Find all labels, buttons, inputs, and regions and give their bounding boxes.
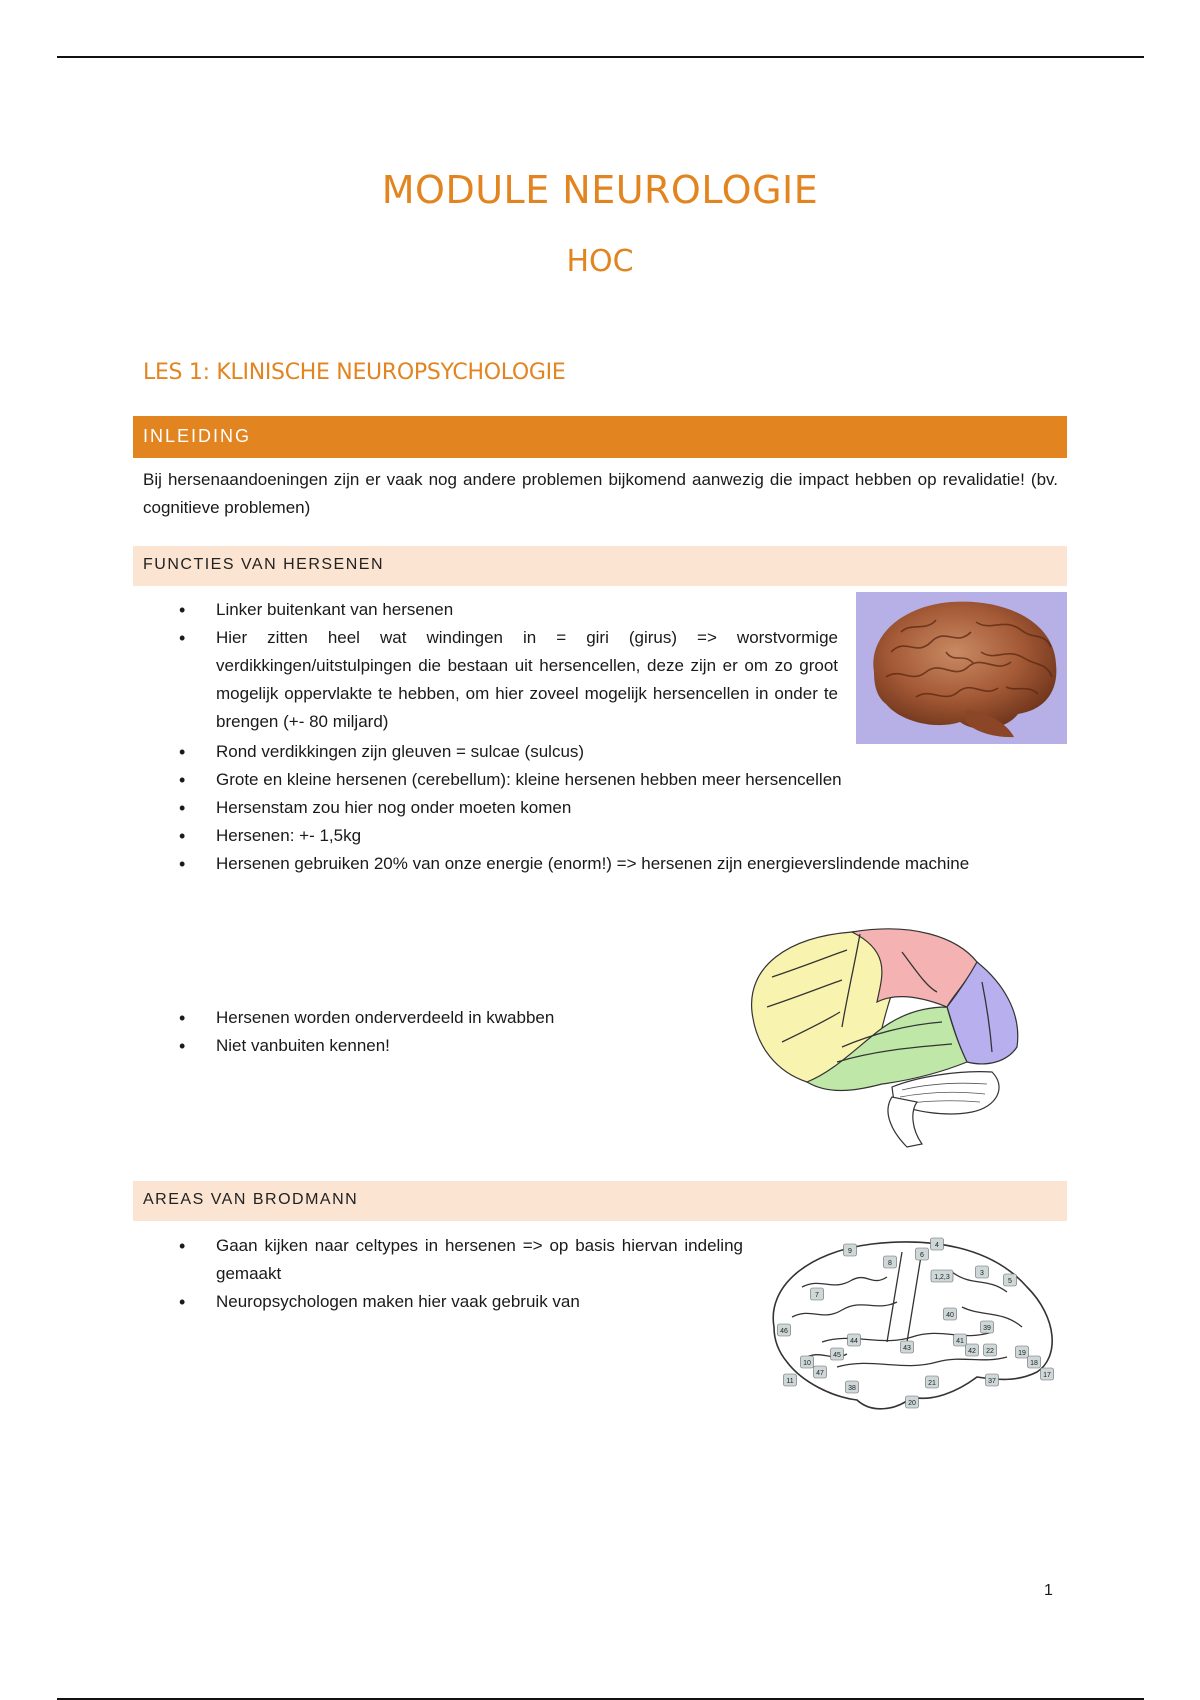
brodmann-area-tag: [944, 1308, 957, 1320]
document-title: MODULE NEUROLOGIE: [381, 168, 819, 212]
brain-lobes-diagram: [742, 912, 1042, 1152]
kwabben-list: [143, 1004, 703, 1060]
functies-list-top: [143, 596, 838, 736]
svg-text:7: 7: [815, 1292, 819, 1299]
brodmann-area-tag: [814, 1366, 827, 1378]
brodmann-area-tag: [1041, 1368, 1054, 1380]
brodmann-area-tag: [846, 1381, 859, 1393]
brodmann-area-tag: [1016, 1346, 1029, 1358]
brodmann-area-tag: [926, 1376, 939, 1388]
svg-text:38: 38: [848, 1385, 856, 1392]
svg-text:18: 18: [1030, 1360, 1038, 1367]
svg-text:39: 39: [983, 1325, 991, 1332]
svg-text:44: 44: [850, 1338, 858, 1345]
top-rule: [57, 56, 1144, 58]
brodmann-area-tag: [976, 1266, 989, 1278]
svg-text:20: 20: [908, 1400, 916, 1407]
svg-text:4: 4: [935, 1242, 939, 1249]
svg-text:19: 19: [1018, 1350, 1026, 1357]
page-number: 1: [1044, 1582, 1053, 1599]
brodmann-area-tag: [1004, 1274, 1017, 1286]
brodmann-area-tag: [831, 1348, 844, 1360]
brodmann-area-tag: [844, 1244, 857, 1256]
svg-text:9: 9: [848, 1248, 852, 1255]
brodmann-area-tag: [906, 1396, 919, 1408]
list-item: • Hersenen: +- 1,5kg: [143, 822, 1058, 850]
brodmann-area-tag: [811, 1288, 824, 1300]
list-item: • Niet vanbuiten kennen!: [143, 1032, 703, 1060]
brodmann-heading: AREAS VAN BRODMANN: [133, 1181, 1067, 1221]
brodmann-list: [143, 1232, 743, 1316]
brodmann-area-tag: [884, 1256, 897, 1268]
svg-text:6: 6: [920, 1252, 924, 1259]
inleiding-paragraph: Bij hersenaandoeningen zijn er vaak nog andere problemen bijkomend aanwezig die impact hebben op revalidatie! (bv. cognitieve problemen): [143, 470, 1058, 517]
list-item: • Rond verdikkingen zijn gleuven = sulcae (sulcus): [143, 738, 1058, 766]
list-item: • Hier zitten heel wat windingen in = giri (girus) => worstvormige verdikkingen/uitstulpingen die bestaan uit hersencellen, deze zijn er om zo groot mogelijk oppervlakte te hebben, om hier zoveel mogelijk hersencellen in onder te brengen (+- 80 miljard): [143, 624, 838, 736]
svg-text:45: 45: [833, 1352, 841, 1359]
svg-text:40: 40: [946, 1312, 954, 1319]
brodmann-area-tag: [986, 1374, 999, 1386]
brodmann-area-tag: [916, 1248, 929, 1260]
list-item: • Hersenen worden onderverdeeld in kwabben: [143, 1004, 703, 1032]
inleiding-heading: INLEIDING: [133, 416, 1067, 458]
list-item: • Grote en kleine hersenen (cerebellum): kleine hersenen hebben meer hersencellen: [143, 766, 1058, 794]
functies-heading: FUNCTIES VAN HERSENEN: [133, 546, 1067, 586]
list-item: • Hersenstam zou hier nog onder moeten komen: [143, 794, 1058, 822]
lesson-heading: LES 1: KLINISCHE NEUROPSYCHOLOGIE: [143, 360, 566, 385]
svg-text:17: 17: [1043, 1372, 1051, 1379]
list-item: • Linker buitenkant van hersenen: [143, 596, 838, 624]
svg-text:8: 8: [888, 1260, 892, 1267]
document-subtitle: HOC: [566, 244, 634, 279]
svg-text:1,2,3: 1,2,3: [934, 1274, 950, 1281]
brain-photo: [856, 592, 1067, 744]
brodmann-area-tag: [801, 1356, 814, 1368]
svg-text:37: 37: [988, 1378, 996, 1385]
svg-text:5: 5: [1008, 1278, 1012, 1285]
brodmann-area-tag: [848, 1334, 861, 1346]
svg-text:46: 46: [780, 1328, 788, 1335]
svg-text:22: 22: [986, 1348, 994, 1355]
list-item: • Hersenen gebruiken 20% van onze energie (enorm!) => hersenen zijn energieverslindende machine: [143, 850, 1058, 878]
brodmann-areas-diagram: [762, 1232, 1062, 1414]
svg-text:21: 21: [928, 1380, 936, 1387]
functies-list-bottom: [143, 738, 1058, 878]
svg-text:11: 11: [786, 1378, 794, 1385]
brodmann-area-tag: [901, 1341, 914, 1353]
brodmann-area-tag: [954, 1334, 967, 1346]
svg-text:10: 10: [803, 1360, 811, 1367]
brodmann-area-tag: [984, 1344, 997, 1356]
brodmann-area-tag: [778, 1324, 791, 1336]
brodmann-area-tag: [784, 1374, 797, 1386]
svg-text:43: 43: [903, 1345, 911, 1352]
brodmann-area-tag: [966, 1344, 979, 1356]
svg-text:42: 42: [968, 1348, 976, 1355]
svg-text:3: 3: [980, 1270, 984, 1277]
brodmann-area-tag: [931, 1238, 944, 1250]
svg-text:47: 47: [816, 1370, 824, 1377]
svg-text:41: 41: [956, 1338, 964, 1345]
brodmann-area-tag: [1028, 1356, 1041, 1368]
brodmann-area-tag: [981, 1321, 994, 1333]
brodmann-area-tag: [931, 1270, 953, 1282]
list-item: • Gaan kijken naar celtypes in hersenen => op basis hiervan indeling gemaakt: [143, 1232, 743, 1288]
list-item: • Neuropsychologen maken hier vaak gebruik van: [143, 1288, 743, 1316]
